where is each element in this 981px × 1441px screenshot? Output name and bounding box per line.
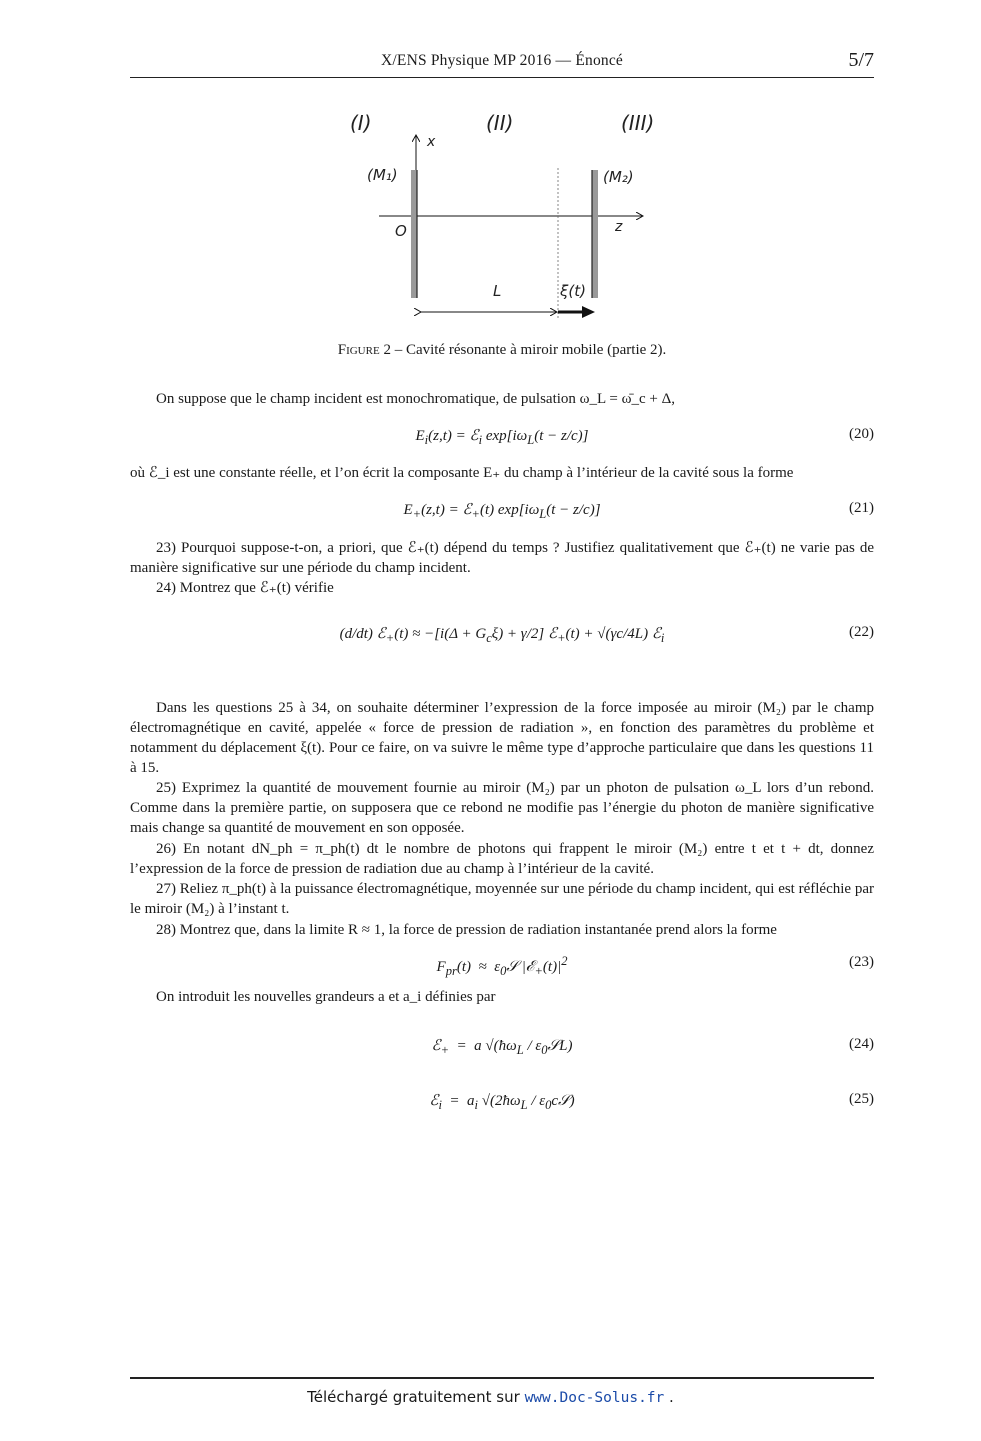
page-footer xyxy=(0,1388,981,1406)
equation-24-number: (24) xyxy=(849,1036,874,1052)
region-label-3: (III) xyxy=(621,111,655,135)
equation-25-body: ℰ$_i$ = $a_i$ $√(2ħ\omega_L$ / $\varepsilon_0c𝒮$) xyxy=(429,1093,575,1112)
region-label-1: (I) xyxy=(350,111,372,135)
mirror-1-label: (M₁) xyxy=(367,166,398,184)
question-26: 26) En notant dN_ph = π_ph(t) dt le nombre de photons qui frappent le miroir (M₂) entre t et t + dt, donnez l’expression de la force de pression de radiation due au champ à l’intérieur de la cavité. xyxy=(130,841,874,877)
page-number: 5/7 xyxy=(848,49,874,71)
footer-rule xyxy=(130,1377,874,1379)
region-label-2: (II) xyxy=(486,111,514,135)
footer-link[interactable]: www.Doc-Solus.fr xyxy=(524,1390,665,1406)
figure-2 xyxy=(320,100,680,330)
question-23: 23) Pourquoi suppose-t-on, a priori, que ℰ₊(t) dépend du temps ? Justifiez qualitativement que ℰ₊(t) ne varie pas de manière significative sur une période du champ incident. xyxy=(130,540,874,576)
header-rule xyxy=(130,77,874,78)
question-28: 28) Montrez que, dans la limite R ≈ 1, la force de pression de radiation instantanée prend alors la forme xyxy=(156,922,777,938)
question-25: 25) Exprimez la quantité de mouvement fournie au miroir (M₂) par un photon de pulsation ω_L lors d’un rebond. Comme dans la première partie, on supposera que ce rebond ne modifie pas l’énergie du photon de manière significative mais change sa quantité de mouvement en son opposée. xyxy=(130,780,874,836)
equation-21-number: (21) xyxy=(849,500,874,516)
equation-20-number: (20) xyxy=(849,426,874,442)
equation-25-number: (25) xyxy=(849,1091,874,1107)
equation-21-body: $E_+(z,t)$ = ℰ$_+$(t) $\exp[i\omega_L(t - z/c)]$ xyxy=(403,502,601,521)
equation-23-number: (23) xyxy=(849,954,874,970)
length-label: L xyxy=(493,282,502,300)
equation-20-body: $E_i(z,t)$ = ℰ$_i$ $\exp[i\omega_L(t - z/c)]$ xyxy=(415,428,589,447)
z-axis-label: z xyxy=(615,219,623,235)
equation-24-body: ℰ$_+$ = a $√(ħ\omega_L$ / $\varepsilon_0𝒮L$) xyxy=(431,1038,573,1057)
header-title: X/ENS Physique MP 2016 — Énoncé xyxy=(381,52,623,69)
paragraph-nouvelles-grandeurs: On introduit les nouvelles grandeurs a et a_i définies par xyxy=(156,989,496,1005)
figure-caption xyxy=(130,342,874,359)
equation-22-body: (d/dt) ℰ$_+$(t) ≈ $-[i(\Delta + G_c\xi) + \gamma/2]$ ℰ$_+$(t) + √(γc/4L) ℰ$_i$ xyxy=(339,626,665,645)
paragraph-monochromatic: On suppose que le champ incident est monochromatique, de pulsation ω_L = ω̄_c + Δ, xyxy=(156,391,675,407)
question-27: 27) Reliez π_ph(t) à la puissance électromagnétique, moyennée sur une période du champ incident, qui est réfléchie par le miroir (M₂) à l’instant t. xyxy=(130,881,874,917)
mirror-2-label: (M₂) xyxy=(603,168,634,186)
cavity-diagram xyxy=(320,100,680,330)
question-24: 24) Montrez que ℰ₊(t) vérifie xyxy=(156,580,334,596)
equation-23-body: $F_{pr}(t)$ ≈ $\varepsilon_0𝒮$ $|ℰ_+(t)|^2$ xyxy=(436,954,568,978)
origin-label: O xyxy=(395,222,407,240)
caption-prefix: Figure xyxy=(337,342,380,358)
footer-dot: . xyxy=(669,1388,674,1406)
equation-22-number: (22) xyxy=(849,624,874,640)
mirror-1 xyxy=(411,170,417,298)
displacement-label: ξ(t) xyxy=(560,282,586,300)
paragraph-pression-radiation: Dans les questions 25 à 34, on souhaite déterminer l’expression de la force imposée au miroir (M₂) par le champ électromagnétique en cavité, appelée « force de pression de radiation », en fonction des paramètres du problème et notamment du déplacement ξ(t). Pour ce faire, on va suivre le même type d’approche particulaire que dans les questions 11 à 15. xyxy=(130,700,874,776)
mirror-2 xyxy=(592,170,598,298)
footer-text: Téléchargé gratuitement sur xyxy=(307,1388,520,1406)
paragraph-composante: où ℰ_i est une constante réelle, et l’on écrit la composante E₊ du champ à l’intérieur de la cavité sous la forme xyxy=(130,465,794,481)
caption-text: 2 – Cavité résonante à miroir mobile (partie 2). xyxy=(383,342,667,358)
page-header xyxy=(130,49,874,78)
x-axis-label: x xyxy=(427,134,436,150)
